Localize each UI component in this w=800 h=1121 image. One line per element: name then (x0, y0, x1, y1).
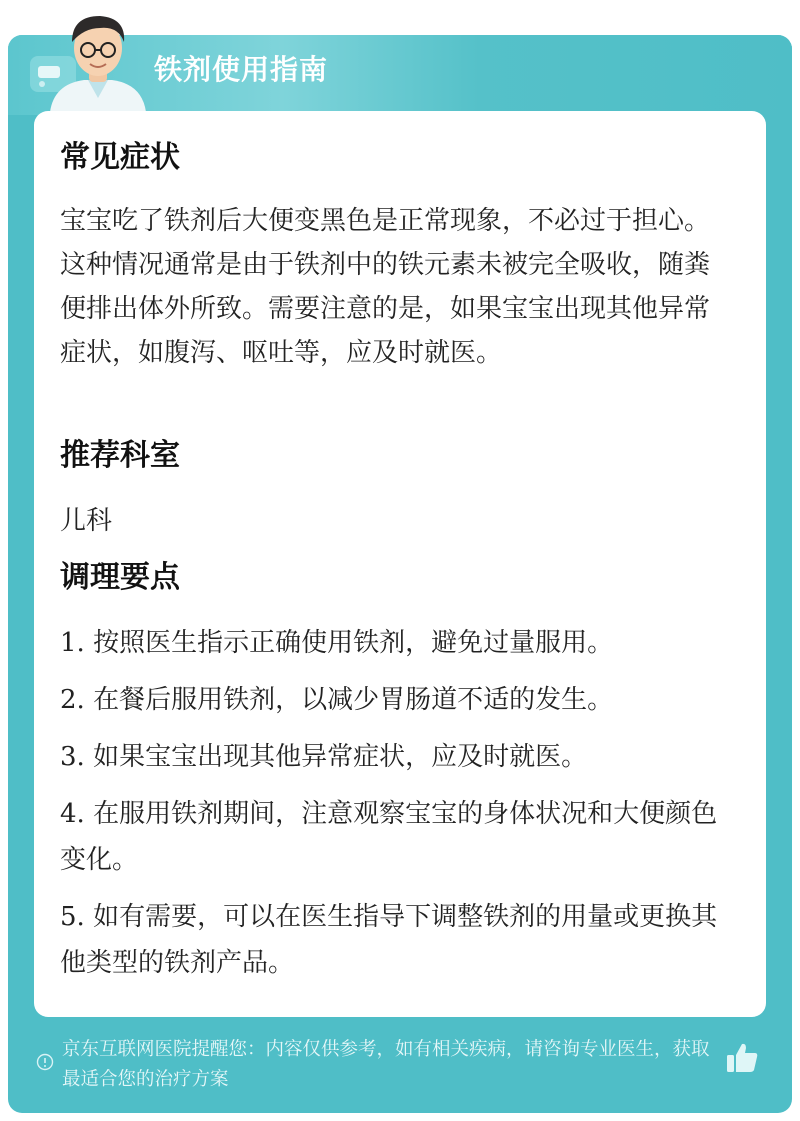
care-item: 3. 如果宝宝出现其他异常症状，应及时就医。 (60, 742, 588, 772)
thumbs-up-icon[interactable] (724, 1040, 760, 1076)
department-heading: 推荐科室 (60, 438, 180, 473)
care-item: 4. 在服用铁剂期间，注意观察宝宝的身体状况和大便颜色变化。 (60, 799, 718, 875)
symptoms-text: 宝宝吃了铁剂后大便变黑色是正常现象，不必过于担心。这种情况通常是由于铁剂中的铁元素未被完全吸收，随粪便排出体外所致。需要注意的是，如果宝宝出现其他异常症状，如腹泻、呕吐等，应及时就医。 (60, 206, 711, 368)
footer-disclaimer: 京东互联网医院提醒您：内容仅供参考，如有相关疾病，请咨询专业医生，获取最适合您的治疗方案 (62, 1039, 710, 1090)
care-item: 5. 如有需要，可以在医生指导下调整铁剂的用量或更换其他类型的铁剂产品。 (60, 902, 718, 978)
care-heading: 调理要点 (60, 560, 180, 595)
doctor-avatar (42, 6, 154, 112)
content-card (34, 111, 766, 1017)
care-item: 2. 在餐后服用铁剂，以减少胃肠道不适的发生。 (60, 685, 614, 715)
info-icon (36, 1053, 54, 1071)
care-item: 1. 按照医生指示正确使用铁剂，避免过量服用。 (60, 628, 614, 658)
department-value: 儿科 (60, 506, 113, 536)
symptoms-heading: 常见症状 (60, 140, 180, 175)
page-title: 铁剂使用指南 (154, 53, 329, 86)
